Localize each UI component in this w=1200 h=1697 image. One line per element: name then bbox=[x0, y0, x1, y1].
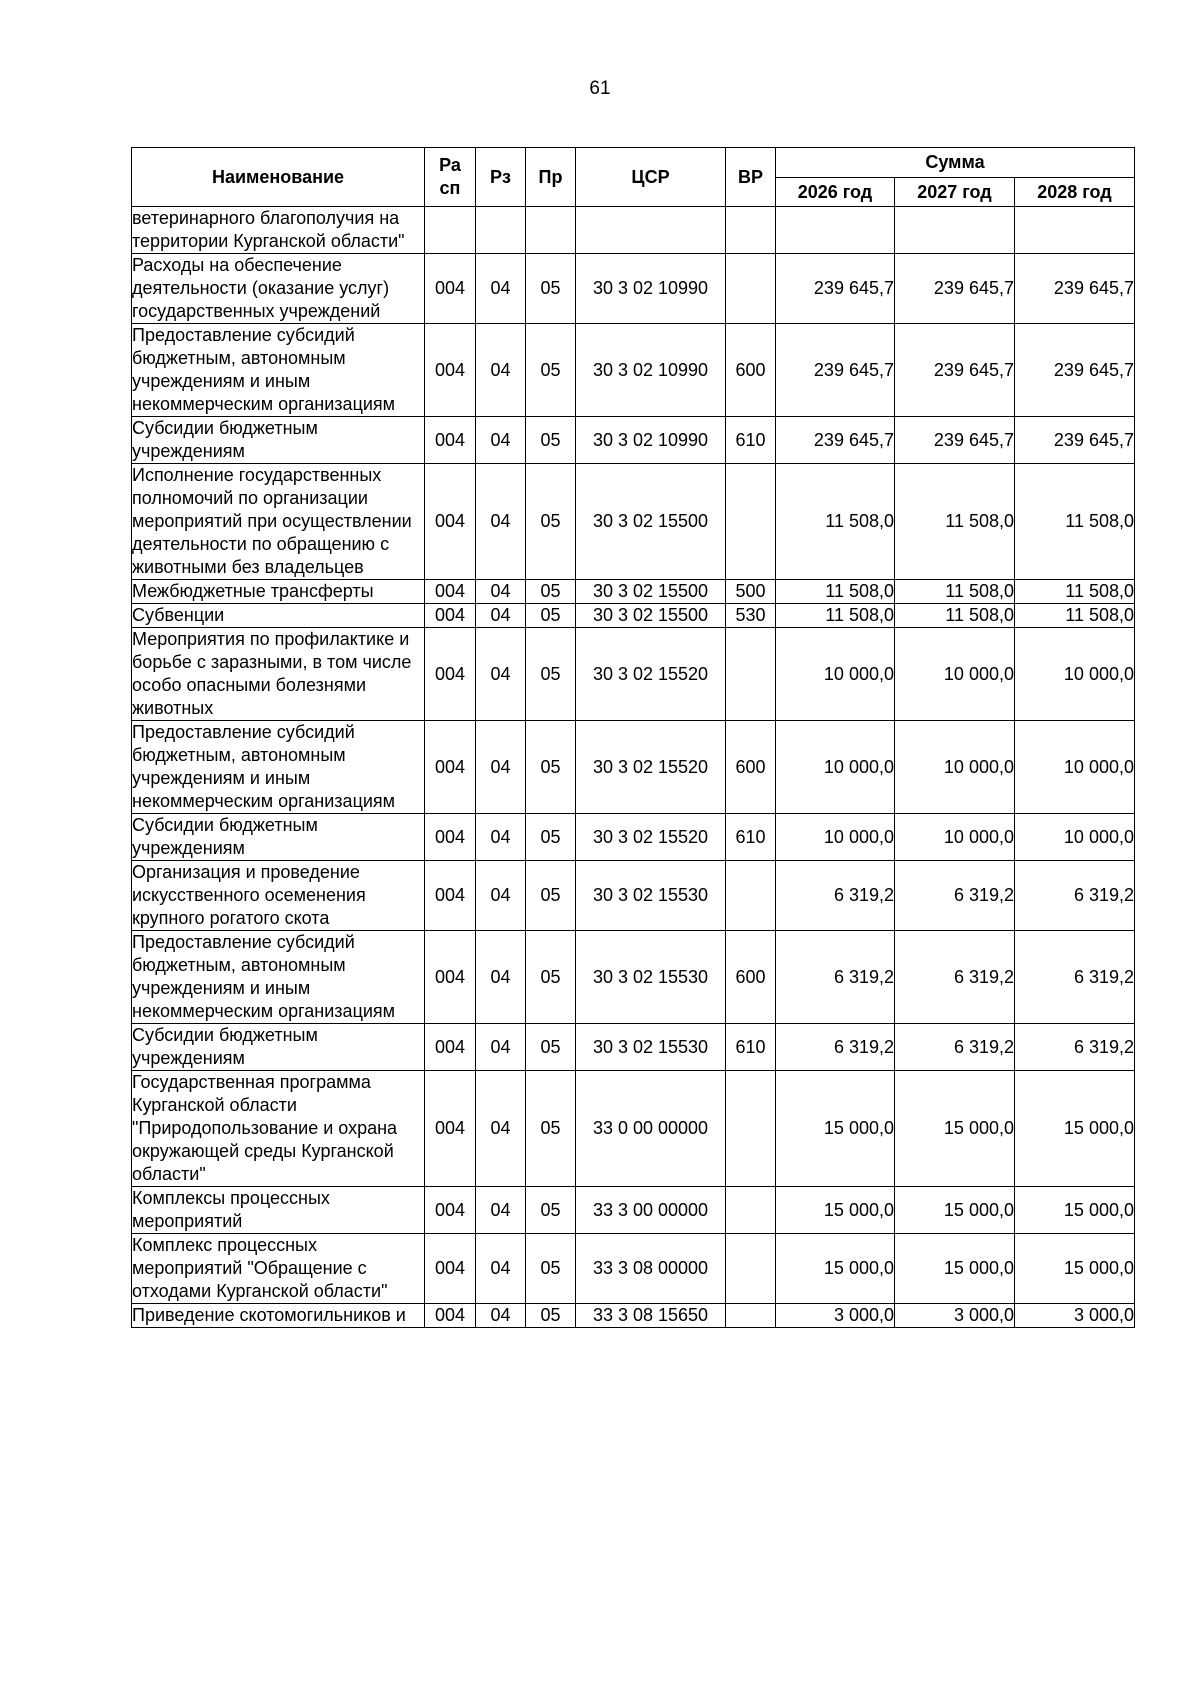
cell-rasp: 004 bbox=[425, 931, 476, 1024]
header-rasp-line2: сп bbox=[439, 178, 461, 198]
cell-vr bbox=[726, 1071, 776, 1187]
table-body bbox=[132, 207, 1135, 1328]
cell-pr: 05 bbox=[526, 1304, 576, 1328]
cell-pr: 05 bbox=[526, 721, 576, 814]
cell-rz: 04 bbox=[476, 721, 526, 814]
table-row bbox=[132, 417, 1135, 464]
cell-rz bbox=[476, 207, 526, 254]
cell-2026: 10 000,0 bbox=[776, 721, 895, 814]
cell-pr: 05 bbox=[526, 1024, 576, 1071]
cell-2026: 11 508,0 bbox=[776, 604, 895, 628]
table-row bbox=[132, 721, 1135, 814]
cell-2026: 6 319,2 bbox=[776, 931, 895, 1024]
header-year-2026: 2026 год bbox=[776, 178, 895, 207]
cell-2027: 239 645,7 bbox=[895, 417, 1015, 464]
cell-2028: 239 645,7 bbox=[1015, 254, 1135, 324]
cell-2027: 11 508,0 bbox=[895, 580, 1015, 604]
cell-2027: 10 000,0 bbox=[895, 628, 1015, 721]
table-row bbox=[132, 324, 1135, 417]
cell-rz: 04 bbox=[476, 324, 526, 417]
cell-name: Предоставление субсидий бюджетным, автономным учреждениям и иным некоммерческим организациям bbox=[132, 324, 425, 417]
header-vr: ВР bbox=[726, 148, 776, 207]
cell-vr bbox=[726, 1187, 776, 1234]
table-row bbox=[132, 814, 1135, 861]
cell-rz: 04 bbox=[476, 580, 526, 604]
cell-2028: 11 508,0 bbox=[1015, 580, 1135, 604]
cell-csr: 30 3 02 15500 bbox=[576, 464, 726, 580]
header-row bbox=[132, 148, 1135, 178]
cell-name: Межбюджетные трансферты bbox=[132, 580, 425, 604]
cell-name: Комплексы процессных мероприятий bbox=[132, 1187, 425, 1234]
cell-2026: 11 508,0 bbox=[776, 464, 895, 580]
cell-rasp: 004 bbox=[425, 1024, 476, 1071]
cell-name: ветеринарного благополучия на территории Курганской области" bbox=[132, 207, 425, 254]
cell-2027: 239 645,7 bbox=[895, 254, 1015, 324]
cell-2026 bbox=[776, 207, 895, 254]
cell-csr: 30 3 02 15530 bbox=[576, 931, 726, 1024]
cell-csr: 33 0 00 00000 bbox=[576, 1071, 726, 1187]
cell-2027: 3 000,0 bbox=[895, 1304, 1015, 1328]
cell-2026: 15 000,0 bbox=[776, 1187, 895, 1234]
cell-2028: 15 000,0 bbox=[1015, 1071, 1135, 1187]
header-sum: Сумма bbox=[776, 148, 1135, 178]
cell-2027: 15 000,0 bbox=[895, 1234, 1015, 1304]
cell-rasp: 004 bbox=[425, 861, 476, 931]
cell-rasp bbox=[425, 207, 476, 254]
cell-rasp: 004 bbox=[425, 417, 476, 464]
cell-rz: 04 bbox=[476, 1187, 526, 1234]
cell-2028: 6 319,2 bbox=[1015, 1024, 1135, 1071]
cell-vr: 600 bbox=[726, 324, 776, 417]
cell-2026: 3 000,0 bbox=[776, 1304, 895, 1328]
cell-vr: 500 bbox=[726, 580, 776, 604]
cell-pr: 05 bbox=[526, 464, 576, 580]
cell-name: Исполнение государственных полномочий по организации мероприятий при осуществлении деятельности по обращению с животными без владельцев bbox=[132, 464, 425, 580]
cell-rz: 04 bbox=[476, 604, 526, 628]
cell-csr: 30 3 02 15520 bbox=[576, 814, 726, 861]
cell-name: Расходы на обеспечение деятельности (оказание услуг) государственных учреждений bbox=[132, 254, 425, 324]
cell-2027: 10 000,0 bbox=[895, 814, 1015, 861]
cell-rz: 04 bbox=[476, 931, 526, 1024]
cell-2028: 10 000,0 bbox=[1015, 721, 1135, 814]
cell-rasp: 004 bbox=[425, 324, 476, 417]
cell-name: Субвенции bbox=[132, 604, 425, 628]
cell-vr bbox=[726, 861, 776, 931]
cell-2027: 15 000,0 bbox=[895, 1071, 1015, 1187]
table-row bbox=[132, 1187, 1135, 1234]
cell-rasp: 004 bbox=[425, 580, 476, 604]
header-rz: Рз bbox=[476, 148, 526, 207]
table-row bbox=[132, 861, 1135, 931]
cell-csr: 30 3 02 15500 bbox=[576, 604, 726, 628]
cell-vr bbox=[726, 1234, 776, 1304]
cell-csr: 30 3 02 10990 bbox=[576, 417, 726, 464]
cell-name: Субсидии бюджетным учреждениям bbox=[132, 417, 425, 464]
cell-2026: 11 508,0 bbox=[776, 580, 895, 604]
cell-2027: 10 000,0 bbox=[895, 721, 1015, 814]
table-row bbox=[132, 1304, 1135, 1328]
cell-rz: 04 bbox=[476, 628, 526, 721]
cell-rasp: 004 bbox=[425, 464, 476, 580]
table-row bbox=[132, 931, 1135, 1024]
cell-rz: 04 bbox=[476, 254, 526, 324]
cell-2027: 15 000,0 bbox=[895, 1187, 1015, 1234]
cell-csr: 33 3 08 00000 bbox=[576, 1234, 726, 1304]
cell-vr bbox=[726, 628, 776, 721]
header-name: Наименование bbox=[132, 148, 425, 207]
cell-csr: 30 3 02 15520 bbox=[576, 721, 726, 814]
cell-vr: 610 bbox=[726, 814, 776, 861]
cell-rz: 04 bbox=[476, 861, 526, 931]
cell-rasp: 004 bbox=[425, 1234, 476, 1304]
cell-2026: 10 000,0 bbox=[776, 814, 895, 861]
cell-rasp: 004 bbox=[425, 1071, 476, 1187]
cell-rasp: 004 bbox=[425, 721, 476, 814]
table-row bbox=[132, 604, 1135, 628]
cell-rasp: 004 bbox=[425, 628, 476, 721]
cell-pr: 05 bbox=[526, 1071, 576, 1187]
cell-name: Субсидии бюджетным учреждениям bbox=[132, 814, 425, 861]
cell-rz: 04 bbox=[476, 417, 526, 464]
cell-csr: 33 3 08 15650 bbox=[576, 1304, 726, 1328]
table-row bbox=[132, 628, 1135, 721]
cell-name: Предоставление субсидий бюджетным, автономным учреждениям и иным некоммерческим организациям bbox=[132, 721, 425, 814]
cell-name: Государственная программа Курганской области "Природопользование и охрана окружающей среды Курганской области" bbox=[132, 1071, 425, 1187]
cell-rasp: 004 bbox=[425, 604, 476, 628]
cell-name: Предоставление субсидий бюджетным, автономным учреждениям и иным некоммерческим организациям bbox=[132, 931, 425, 1024]
cell-2026: 6 319,2 bbox=[776, 861, 895, 931]
cell-vr: 600 bbox=[726, 721, 776, 814]
cell-rz: 04 bbox=[476, 1234, 526, 1304]
cell-name: Мероприятия по профилактике и борьбе с заразными, в том числе особо опасными болезнями животных bbox=[132, 628, 425, 721]
table-row bbox=[132, 207, 1135, 254]
cell-2028 bbox=[1015, 207, 1135, 254]
cell-pr bbox=[526, 207, 576, 254]
cell-2028: 10 000,0 bbox=[1015, 628, 1135, 721]
cell-rasp: 004 bbox=[425, 814, 476, 861]
cell-csr: 33 3 00 00000 bbox=[576, 1187, 726, 1234]
cell-2028: 239 645,7 bbox=[1015, 417, 1135, 464]
cell-vr: 610 bbox=[726, 1024, 776, 1071]
cell-pr: 05 bbox=[526, 254, 576, 324]
cell-2026: 15 000,0 bbox=[776, 1234, 895, 1304]
cell-2028: 11 508,0 bbox=[1015, 464, 1135, 580]
header-pr: Пр bbox=[526, 148, 576, 207]
cell-pr: 05 bbox=[526, 931, 576, 1024]
cell-rz: 04 bbox=[476, 1071, 526, 1187]
table-row bbox=[132, 254, 1135, 324]
cell-2028: 11 508,0 bbox=[1015, 604, 1135, 628]
header-year-2028: 2028 год bbox=[1015, 178, 1135, 207]
table-row bbox=[132, 1071, 1135, 1187]
cell-2027: 6 319,2 bbox=[895, 1024, 1015, 1071]
header-year-2027: 2027 год bbox=[895, 178, 1015, 207]
cell-rasp: 004 bbox=[425, 1304, 476, 1328]
cell-pr: 05 bbox=[526, 417, 576, 464]
cell-2027: 11 508,0 bbox=[895, 604, 1015, 628]
cell-vr: 610 bbox=[726, 417, 776, 464]
cell-csr: 30 3 02 15520 bbox=[576, 628, 726, 721]
cell-csr: 30 3 02 10990 bbox=[576, 324, 726, 417]
cell-2026: 239 645,7 bbox=[776, 324, 895, 417]
cell-2026: 15 000,0 bbox=[776, 1071, 895, 1187]
cell-csr: 30 3 02 15530 bbox=[576, 1024, 726, 1071]
cell-vr bbox=[726, 254, 776, 324]
cell-2028: 3 000,0 bbox=[1015, 1304, 1135, 1328]
cell-2028: 239 645,7 bbox=[1015, 324, 1135, 417]
cell-pr: 05 bbox=[526, 324, 576, 417]
cell-csr: 30 3 02 10990 bbox=[576, 254, 726, 324]
cell-vr: 600 bbox=[726, 931, 776, 1024]
budget-table bbox=[131, 147, 1135, 1328]
table-row bbox=[132, 1234, 1135, 1304]
cell-2028: 6 319,2 bbox=[1015, 861, 1135, 931]
cell-2027: 11 508,0 bbox=[895, 464, 1015, 580]
cell-2027 bbox=[895, 207, 1015, 254]
header-rasp bbox=[425, 148, 476, 207]
cell-2026: 239 645,7 bbox=[776, 254, 895, 324]
table-row bbox=[132, 464, 1135, 580]
cell-pr: 05 bbox=[526, 580, 576, 604]
cell-vr: 530 bbox=[726, 604, 776, 628]
cell-rasp: 004 bbox=[425, 254, 476, 324]
cell-2028: 6 319,2 bbox=[1015, 931, 1135, 1024]
cell-vr bbox=[726, 207, 776, 254]
cell-pr: 05 bbox=[526, 814, 576, 861]
cell-rz: 04 bbox=[476, 1024, 526, 1071]
cell-rasp: 004 bbox=[425, 1187, 476, 1234]
cell-pr: 05 bbox=[526, 604, 576, 628]
cell-csr: 30 3 02 15500 bbox=[576, 580, 726, 604]
cell-2027: 239 645,7 bbox=[895, 324, 1015, 417]
cell-2028: 15 000,0 bbox=[1015, 1187, 1135, 1234]
cell-2028: 10 000,0 bbox=[1015, 814, 1135, 861]
cell-name: Субсидии бюджетным учреждениям bbox=[132, 1024, 425, 1071]
cell-vr bbox=[726, 464, 776, 580]
cell-pr: 05 bbox=[526, 861, 576, 931]
cell-2027: 6 319,2 bbox=[895, 861, 1015, 931]
page-number: 61 bbox=[589, 78, 611, 99]
cell-pr: 05 bbox=[526, 1187, 576, 1234]
cell-vr bbox=[726, 1304, 776, 1328]
cell-2026: 6 319,2 bbox=[776, 1024, 895, 1071]
cell-name: Комплекс процессных мероприятий "Обращение с отходами Курганской области" bbox=[132, 1234, 425, 1304]
table-row bbox=[132, 580, 1135, 604]
cell-2028: 15 000,0 bbox=[1015, 1234, 1135, 1304]
cell-pr: 05 bbox=[526, 628, 576, 721]
header-rasp-line1: Ра bbox=[439, 155, 461, 175]
table-row bbox=[132, 1024, 1135, 1071]
cell-name: Организация и проведение искусственного осеменения крупного рогатого скота bbox=[132, 861, 425, 931]
cell-rz: 04 bbox=[476, 814, 526, 861]
cell-2026: 10 000,0 bbox=[776, 628, 895, 721]
cell-csr: 30 3 02 15530 bbox=[576, 861, 726, 931]
cell-rz: 04 bbox=[476, 464, 526, 580]
header-csr: ЦСР bbox=[576, 148, 726, 207]
cell-name: Приведение скотомогильников и bbox=[132, 1304, 425, 1328]
cell-rz: 04 bbox=[476, 1304, 526, 1328]
cell-2026: 239 645,7 bbox=[776, 417, 895, 464]
cell-pr: 05 bbox=[526, 1234, 576, 1304]
cell-2027: 6 319,2 bbox=[895, 931, 1015, 1024]
cell-csr bbox=[576, 207, 726, 254]
